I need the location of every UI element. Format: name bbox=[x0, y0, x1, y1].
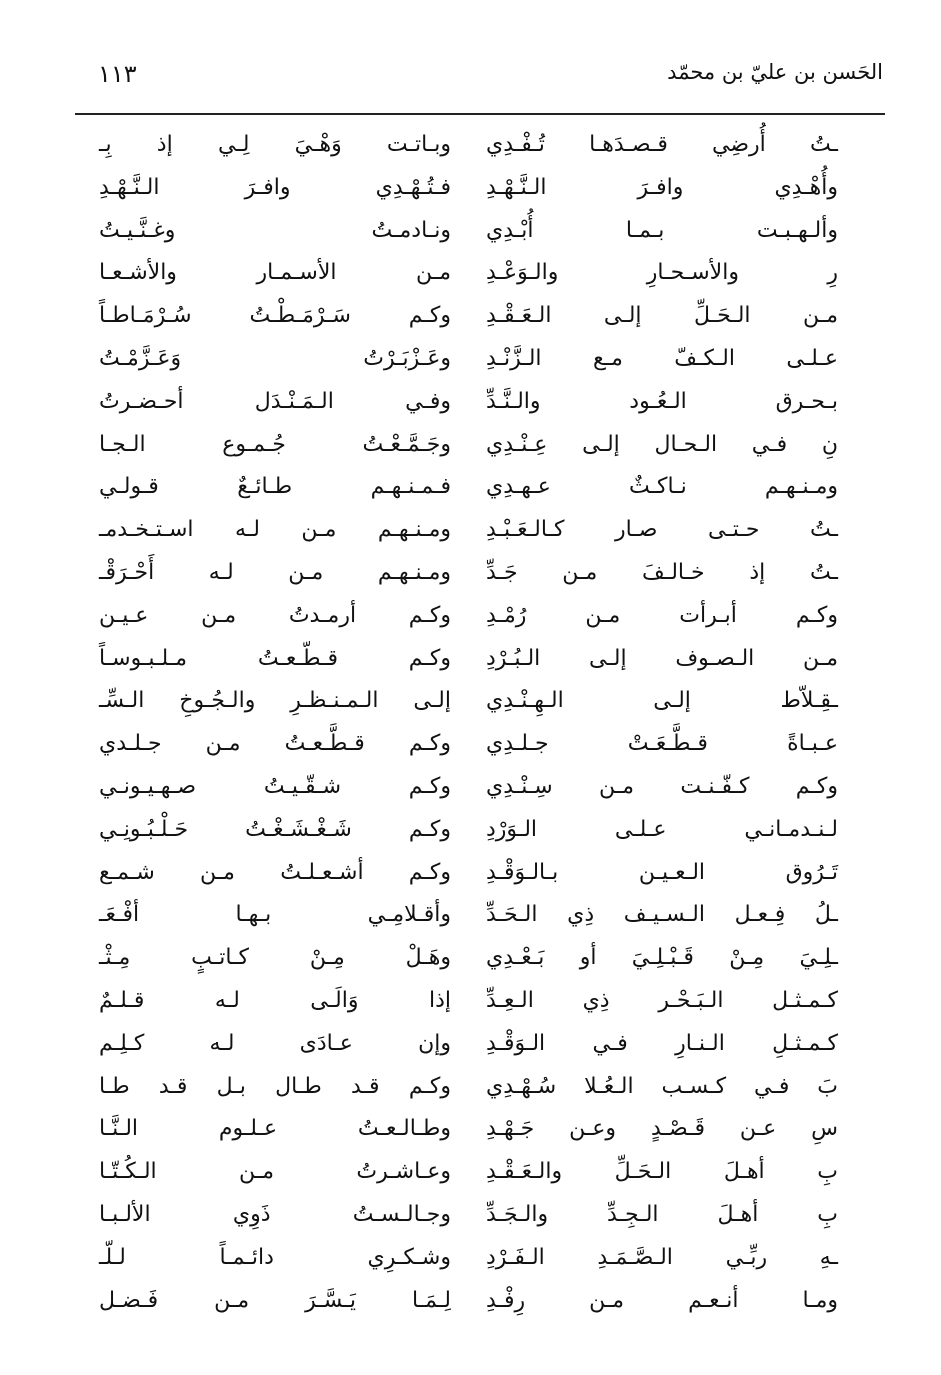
verse-first-hemistich: وبـاتـت وَهْـيَ لِـي إذ بِـ bbox=[99, 132, 451, 157]
verse-first-hemistich: وطـالـعـتُ عـلـوم الـنَّـا bbox=[99, 1116, 451, 1142]
verse-line bbox=[0, 252, 941, 295]
verse-first-hemistich: وعَـزْبَـرْتُ وَعَـزَّمْـتُ bbox=[99, 345, 451, 371]
verse-line bbox=[0, 509, 941, 552]
verse-first-hemistich: وجـالـسـتُ ذَوِي الألـبـا bbox=[99, 1201, 451, 1227]
verse-second-hemistich: عـلـى الـكـفّ مـع الـزَّنْـدِ bbox=[486, 345, 838, 371]
verse-first-hemistich: وفـي الـمَـنْـدَل أحـضـرتُ bbox=[99, 388, 451, 414]
verse-line bbox=[0, 894, 941, 937]
verse-line bbox=[0, 381, 941, 424]
verse-first-hemistich: وكـم قـطّـعـتُ مـلـبـوسـاً bbox=[99, 645, 451, 671]
verse-second-hemistich: ـتُ إذ خـالـفَ مـن جَـدِّ bbox=[486, 559, 838, 585]
page-number: ١١٣ bbox=[98, 60, 137, 88]
verse-second-hemistich: ومـنـهـم نـاكـثٌ عـهـدِي bbox=[486, 474, 838, 500]
verse-first-hemistich: وكـم أشـعـلـتُ مـن شـمـع bbox=[99, 859, 451, 885]
verse-second-hemistich: بَ فـي كـسـب الـعُـلا سُـهْـدِي bbox=[486, 1073, 838, 1099]
verse-first-hemistich: وكـم قـطَّـعـتُ مـن جـلـدي bbox=[99, 731, 451, 757]
verse-line bbox=[0, 1237, 941, 1280]
verse-line bbox=[0, 980, 941, 1023]
verse-first-hemistich: لِـمَـا يَـسَّـرَ مـن فَـضـل bbox=[99, 1287, 451, 1313]
verse-second-hemistich: وكـم كـفّـنـت مـن سِـنْـدِي bbox=[486, 773, 838, 799]
header-rule bbox=[75, 113, 885, 115]
verse-line bbox=[0, 466, 941, 509]
verse-line bbox=[0, 295, 941, 338]
verse-line bbox=[0, 638, 941, 681]
verse-line bbox=[0, 1194, 941, 1237]
verse-first-hemistich: ومـنـهـم مـن لـه أَحْـرَقْـ bbox=[99, 559, 451, 585]
verse-first-hemistich: ونـادمـتُ وغـنَّـيـتُ bbox=[99, 217, 451, 243]
verse-first-hemistich: وكـم شَـغْـشَـغْـتُ حَـلْـبُـونِـي bbox=[99, 816, 451, 842]
verse-second-hemistich: ومـا أنـعـم مـن رِفْـدِ bbox=[486, 1287, 838, 1313]
verse-line bbox=[0, 210, 941, 253]
verse-first-hemistich: وهَـلْ مِـنْ كـاتـبٍ مِـثْـ bbox=[99, 945, 451, 971]
verse-first-hemistich: إلـى الـمـنـظـرِ والـجُـوخِ الـسِّـ bbox=[99, 688, 451, 714]
verse-second-hemistich: وألـهـبـت بـمـا أُبْـدِي bbox=[486, 217, 838, 243]
verse-second-hemistich: ـلُ فِـعـل الـسـيـف ذِي الـحَـدِّ bbox=[486, 902, 838, 928]
verse-first-hemistich: وأقـلامِـي بـهـا أفْـعَـ bbox=[99, 902, 451, 928]
verse-second-hemistich: ـتُ حـتـى صـار كـالـعَـبْـدِ bbox=[486, 517, 838, 543]
verse-line bbox=[0, 766, 941, 809]
poem bbox=[0, 124, 941, 1322]
verse-line bbox=[0, 1066, 941, 1109]
verse-second-hemistich: مـن الـحَـلِّ إلـى الـعَـقْـدِ bbox=[486, 303, 838, 329]
running-title: الحَسن بن عليّ بن محمّد bbox=[667, 60, 883, 84]
verse-line bbox=[0, 1280, 941, 1323]
verse-line bbox=[0, 595, 941, 638]
verse-first-hemistich: وكـم أرمـدتُ مـن عـيـن bbox=[99, 602, 451, 628]
verse-line bbox=[0, 338, 941, 381]
verse-first-hemistich: وكـم قـد طـال بـل قـد طـا bbox=[99, 1073, 451, 1099]
verse-second-hemistich: كـمـثـلِ الـنـارِ فـي الـوَقْـدِ bbox=[486, 1030, 838, 1056]
verse-line bbox=[0, 124, 941, 167]
verse-line bbox=[0, 552, 941, 595]
verse-second-hemistich: مـن الـصـوف إلـى الـبُـرْدِ bbox=[486, 645, 838, 671]
verse-second-hemistich: ـهِ ربِّـي الـصَّـمَـدِ الـفَـرْدِ bbox=[486, 1244, 838, 1270]
verse-line bbox=[0, 424, 941, 467]
verse-first-hemistich: فـمـنـهـم طـائـعٌ قـولـي bbox=[99, 474, 451, 500]
verse-line bbox=[0, 852, 941, 895]
verse-first-hemistich: فـتُـهْـدِي وافـرَ الـنَّـهْـدِ bbox=[99, 174, 451, 200]
verse-first-hemistich: وإن عـادَى لـه كـلِـم bbox=[99, 1030, 451, 1056]
verse-second-hemistich: سِ عـن قَـصْـدٍ وعـن جَـهْـدِ bbox=[486, 1116, 838, 1142]
verse-second-hemistich: وأُهْـدِي وافـرَ الـنَّـهْـدِ bbox=[486, 174, 838, 200]
verse-first-hemistich: وشـكـرِي دائـمـاً لـلّـ bbox=[99, 1244, 451, 1270]
verse-first-hemistich: وكـم شـقّـيـتُ صـهـيـونـي bbox=[99, 773, 451, 799]
verse-second-hemistich: تَـرُوق الـعـيـن بـالـوَقْـدِ bbox=[486, 859, 838, 885]
page-header bbox=[78, 58, 883, 98]
verse-line bbox=[0, 1151, 941, 1194]
verse-second-hemistich: ـقِـلاّط إلـى الـهِـنْـدِي bbox=[486, 688, 838, 714]
verse-second-hemistich: بِ أهـلَ الـحَـلِّ والـعَـقْـدِ bbox=[486, 1159, 838, 1185]
verse-second-hemistich: بِ أهـلَ الـجِـدِّ والـجَـدِّ bbox=[486, 1201, 838, 1227]
verse-first-hemistich: وجَـمَّـعْـتُ جُـمـوع الـجـا bbox=[99, 431, 451, 457]
verse-line bbox=[0, 809, 941, 852]
verse-second-hemistich: وكـم أبـرأت مـن رُمْـدِ bbox=[486, 602, 838, 628]
verse-first-hemistich: مـن الأسـمـار والأشـعـا bbox=[99, 260, 451, 286]
verse-second-hemistich: لـنـدمـانـي عـلـى الـوَرْدِ bbox=[486, 816, 838, 842]
verse-second-hemistich: ـلِـيَ مِـنْ قَـبْـلِـيَ أو بَـعْـدِي bbox=[486, 945, 838, 971]
verse-second-hemistich: عـبـاةً قـطَّـعَـتْ جـلـدِي bbox=[486, 731, 838, 757]
verse-first-hemistich: وكـم سَـرْمَـطْـتُ سُـرْمَـاطـاً bbox=[99, 303, 451, 329]
verse-first-hemistich: إذا وَالَـى لـه قـلـمٌ bbox=[99, 987, 451, 1013]
verse-line bbox=[0, 937, 941, 980]
verse-second-hemistich: رِ والأسـحـارِ والـوَعْـدِ bbox=[486, 260, 838, 286]
verse-second-hemistich: كـمـثـل الـبَـحْـر ذِي الـعِـدِّ bbox=[486, 987, 838, 1013]
verse-line bbox=[0, 723, 941, 766]
verse-first-hemistich: وعـاشـرتُ مـن الـكُـتّـا bbox=[99, 1159, 451, 1185]
verse-line bbox=[0, 1108, 941, 1151]
verse-first-hemistich: ومـنـهـم مـن لـه اسـتـخـدمـ bbox=[99, 517, 451, 543]
verse-line bbox=[0, 167, 941, 210]
verse-second-hemistich: نِ فـي الـحـال إلـى عِـنْـدِي bbox=[486, 431, 838, 457]
verse-second-hemistich: بـحـرق الـعُـود والـنَّـدِّ bbox=[486, 388, 838, 414]
verse-second-hemistich: ـتُ أُرضِي قـصـدَهـا تُـفْـدِي bbox=[486, 132, 838, 157]
verse-line bbox=[0, 680, 941, 723]
verse-line bbox=[0, 1023, 941, 1066]
